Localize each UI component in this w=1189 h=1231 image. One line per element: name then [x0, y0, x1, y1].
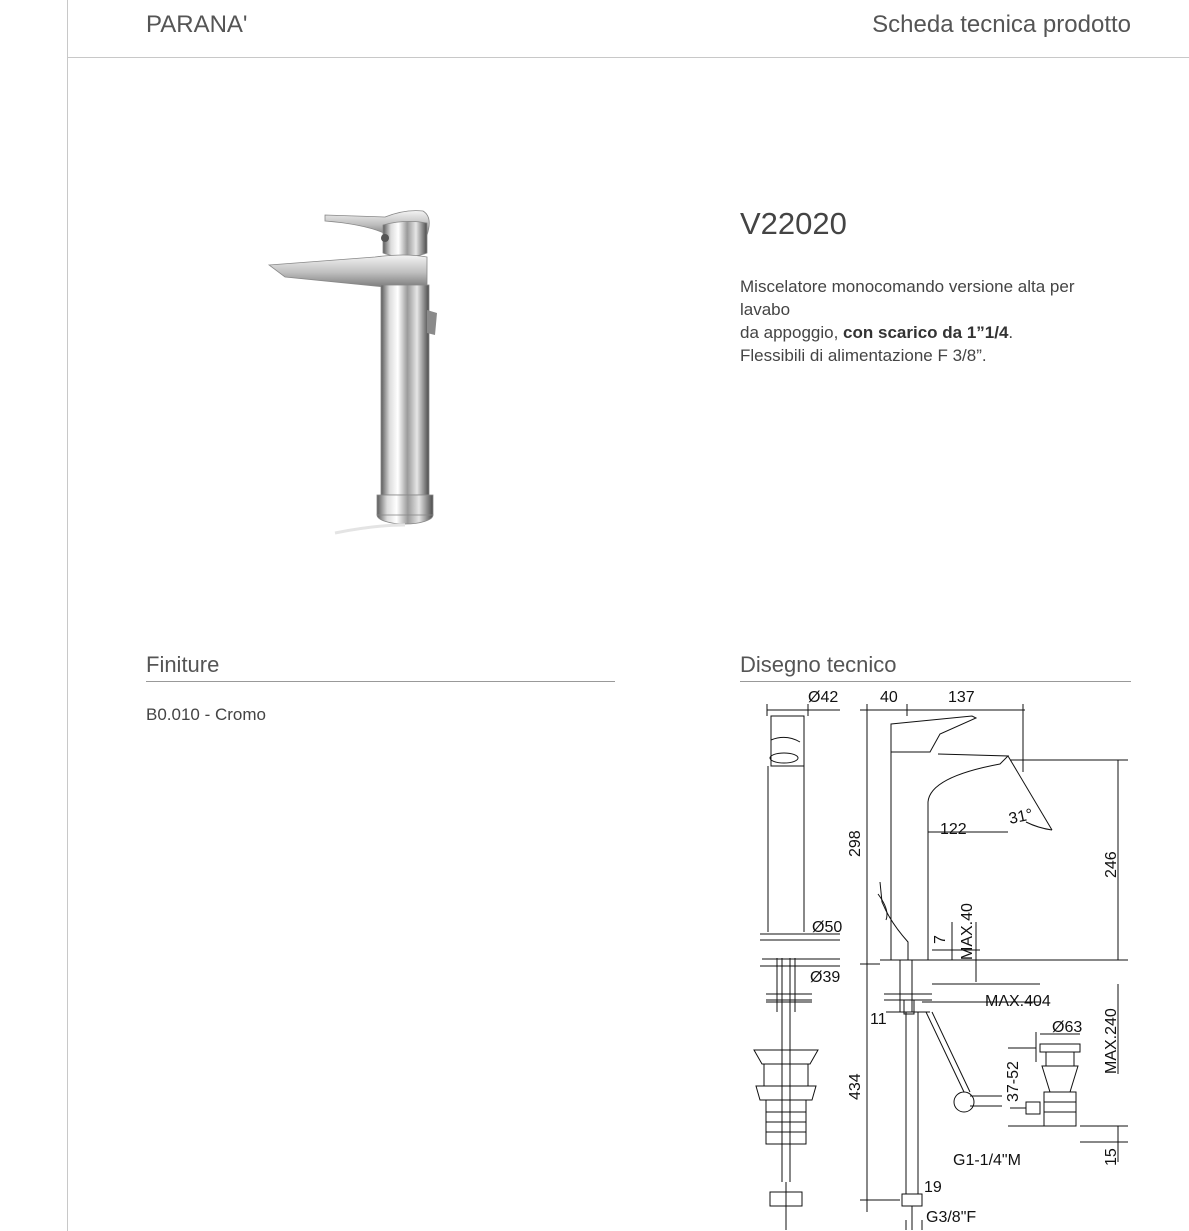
dim-label: Ø39	[810, 969, 841, 986]
finish-item: B0.010 - Cromo	[146, 705, 266, 724]
description-bold-text: con scarico da 1”1/4	[843, 323, 1009, 342]
product-photo	[255, 195, 455, 545]
page-left-rule	[67, 0, 68, 1231]
product-code: V22020	[740, 206, 847, 241]
drawing-title: Disegno tecnico	[740, 652, 897, 677]
dim-label: 31°	[1007, 806, 1035, 828]
description-line: Miscelatore monocomando versione alta per	[740, 277, 1075, 296]
finishes-rule	[146, 681, 615, 682]
dim-label: 246	[1103, 851, 1120, 878]
dim-label: G1-1/4"M	[953, 1152, 1021, 1169]
dim-label: 122	[940, 821, 967, 838]
dim-label: 37-52	[1005, 1061, 1022, 1102]
technical-drawing	[740, 682, 1160, 1231]
description-line	[740, 321, 1140, 344]
description-line: Flessibili di alimentazione F 3/8”.	[740, 346, 987, 365]
dim-label: 11	[870, 1011, 887, 1028]
dim-label: G3/8"F	[926, 1209, 977, 1226]
description-line: lavabo	[740, 300, 791, 319]
description-text: da appoggio,	[740, 323, 844, 342]
dim-label: 15	[1103, 1148, 1120, 1166]
finishes-title: Finiture	[146, 652, 220, 677]
dim-label: MAX.40	[959, 903, 976, 960]
product-description	[740, 275, 1140, 367]
dim-label: 298	[847, 830, 864, 857]
dim-label: MAX.404	[985, 993, 1051, 1010]
dim-label: 19	[924, 1179, 942, 1196]
description-text: .	[1008, 323, 1014, 342]
brand-name: PARANA'	[146, 11, 248, 38]
dim-label: 434	[847, 1073, 864, 1100]
dim-label: 137	[948, 689, 975, 706]
dim-label: Ø42	[808, 689, 839, 706]
dim-label: 40	[880, 689, 898, 706]
dim-label: Ø63	[1052, 1019, 1083, 1036]
dim-label: Ø50	[812, 919, 843, 936]
document-type: Scheda tecnica prodotto	[872, 11, 1131, 38]
dim-label: MAX.240	[1103, 1008, 1120, 1074]
header-rule	[67, 57, 1189, 58]
dim-label: 7	[932, 935, 949, 944]
